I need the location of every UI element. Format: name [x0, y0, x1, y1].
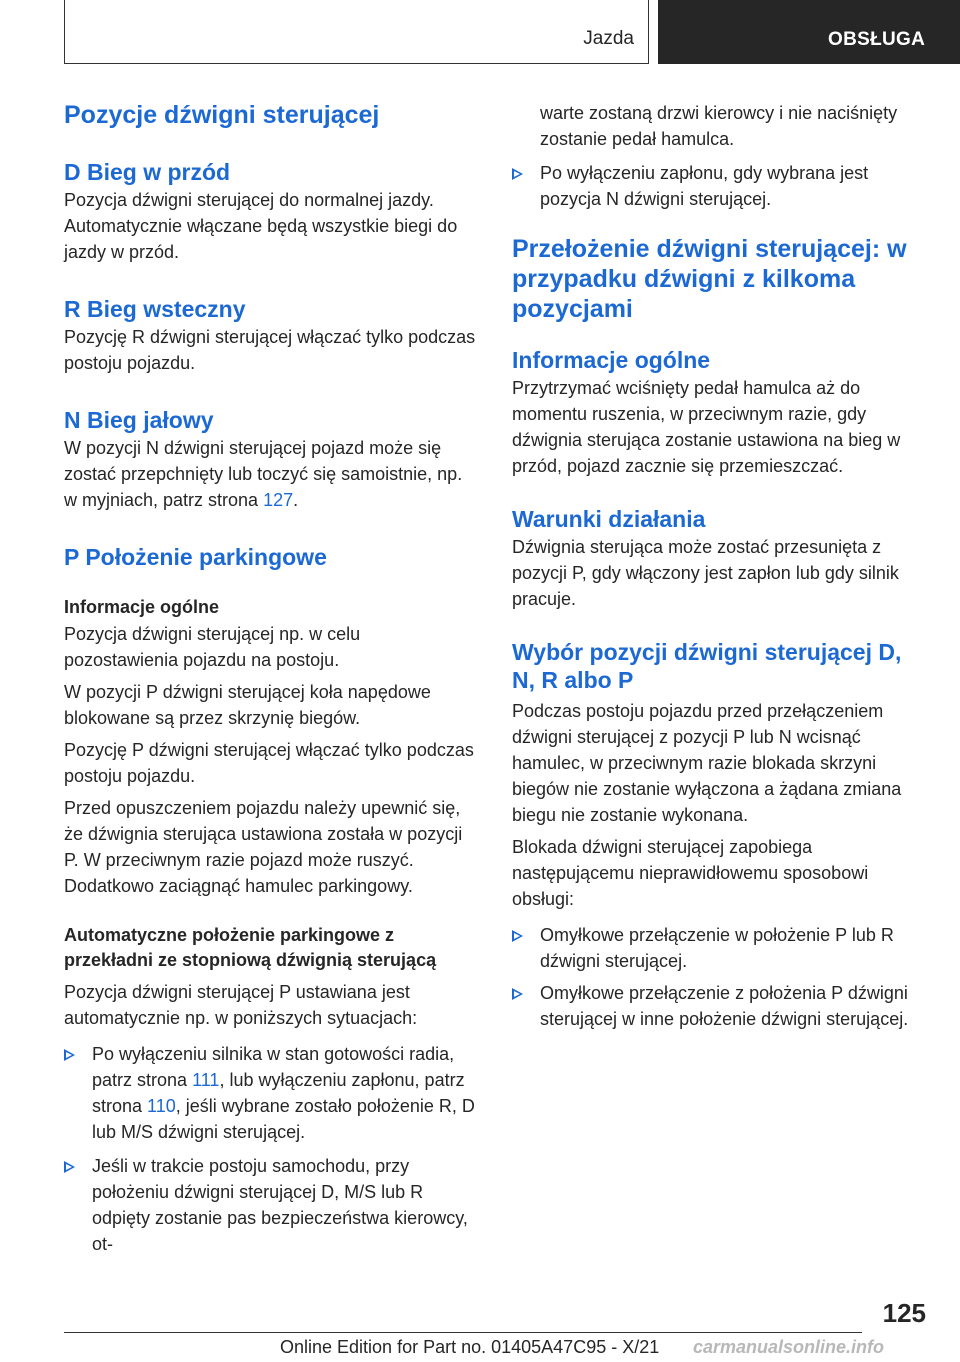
heading-p-park: P Położenie parkingowe [64, 544, 327, 570]
heading-r-reverse: R Bieg wsteczny [64, 296, 246, 322]
heading-d-drive: D Bieg w przód [64, 159, 231, 185]
page-number: 125 [882, 1298, 926, 1328]
list-item: Omyłkowe przełączenie z położenia P dźwigni sterującej w inne położenie dźwigni sterującej. [512, 980, 930, 1032]
left-column [64, 100, 479, 1257]
footer-edition: Online Edition for Part no. 01405A47C95 - X/21 [280, 1337, 660, 1357]
subheading-general-info: Informacje ogólne [64, 597, 220, 617]
bullet-triangle-icon [512, 168, 523, 180]
interlock-list [512, 922, 930, 1032]
page-link-110[interactable]: 110 [147, 1096, 176, 1116]
heading-conditions: Warunki działania [512, 506, 706, 532]
d-drive-text: Pozycja dźwigni sterującej do normalnej jazdy. Automatycznie włączane będą wszystkie biegi do jazdy w przód. [64, 190, 458, 262]
auto-park-list [64, 1041, 479, 1257]
heading-select-position: Wybór pozycji dźwigni sterującej D, N, R albo P [512, 639, 902, 693]
bullet-triangle-icon [64, 1049, 75, 1061]
header-chapter-tab: OBSŁUGA [658, 0, 960, 64]
section-title: Pozycje dźwigni sterującej [64, 101, 380, 129]
select-text-1: Podczas postoju pojazdu przed przełączeniem dźwigni sterującej z pozycji P lub N wcisnąć hamulec, w przeciwnym razie blokada skrzyni biegów nie zostanie wyłączona a żądana zmiana biegu nie zostanie wykonana. [512, 701, 902, 825]
p-park-text-1: Pozycja dźwigni sterującej np. w celu pozostawienia pojazdu na postoju. [64, 624, 361, 670]
watermark: carmanualsonline.info [693, 1337, 885, 1357]
select-text-2: Blokada dźwigni sterującej zapobiega następującemu nieprawidłowemu sposobowi obsługi: [512, 837, 869, 909]
list-item: Po wyłączeniu silnika w stan gotowości radia, patrz strona 111, lub wyłączeniu zapłonu, patrz strona 110, jeśli wybrane zostało położenie R, D lub M/S dźwigni sterującej. [64, 1041, 479, 1145]
auto-park-list-continued [512, 160, 930, 212]
footer-divider [64, 1332, 862, 1333]
header-box [64, 0, 649, 64]
heading-n-neutral: N Bieg jałowy [64, 407, 214, 433]
list-item: Po wyłączeniu zapłonu, gdy wybrana jest pozycja N dźwigni sterującej. [512, 160, 930, 212]
bullet-triangle-icon [512, 930, 523, 942]
bullet-triangle-icon [64, 1161, 75, 1173]
page-link-111[interactable]: 111 [192, 1070, 220, 1090]
bullet-continuation: warte zostaną drzwi kierowcy i nie naciśnięty zostanie pedał hamulca. [540, 103, 898, 149]
subheading-auto-park: Automatyczne położenie parkingowe z przekładni ze stopniową dźwignią sterującą [64, 925, 437, 970]
p-park-text-3: Pozycję P dźwigni sterującej włączać tylko podczas postoju pojazdu. [64, 740, 474, 786]
p-park-text-4: Przed opuszczeniem pojazdu należy upewnić się, że dźwignia sterująca ustawiona została w pozycji P. W przeciwnym razie pojazd może ruszyć. Dodatkowo zaciągnąć hamulec parkingowy. [64, 798, 463, 896]
heading-general-info: Informacje ogólne [512, 347, 711, 373]
page-link-127[interactable]: 127 [263, 490, 294, 510]
general-info-text: Przytrzymać wciśnięty pedał hamulca aż do momentu ruszenia, w przeciwnym razie, gdy dźwignia sterująca zostanie ustawiona na bieg w przód, pojazd zacznie się przemieszczać. [512, 378, 901, 476]
conditions-text: Dźwignia sterująca może zostać przesunięta z pozycji P, gdy włączony jest zapłon lub gdy silnik pracuje. [512, 537, 899, 609]
r-reverse-text: Pozycję R dźwigni sterującej włączać tylko podczas postoju pojazdu. [64, 327, 476, 373]
section-title-shift: Przełożenie dźwigni sterującej: w przypadku dźwigni z kilkoma pozycjami [512, 235, 907, 323]
list-item: Jeśli w trakcie postoju samochodu, przy położeniu dźwigni sterującej D, M/S lub R odpięty zostanie pas bezpieczeństwa kierowcy, ot- [64, 1153, 479, 1257]
list-item: Omyłkowe przełączenie w położenie P lub R dźwigni sterującej. [512, 922, 930, 974]
header-section-title: Jazda [583, 28, 634, 49]
bullet-triangle-icon [512, 988, 523, 1000]
p-park-text-2: W pozycji P dźwigni sterującej koła napędowe blokowane są przez skrzynię biegów. [64, 682, 431, 728]
n-neutral-text: W pozycji N dźwigni sterującej pojazd może się zostać przepchnięty lub toczyć się samoistnie, np. w myjniach, patrz strona 127. [64, 438, 463, 510]
auto-park-text: Pozycja dźwigni sterującej P ustawiana jest automatycznie np. w poniższych sytuacjach: [64, 982, 418, 1028]
right-column [512, 100, 930, 1032]
